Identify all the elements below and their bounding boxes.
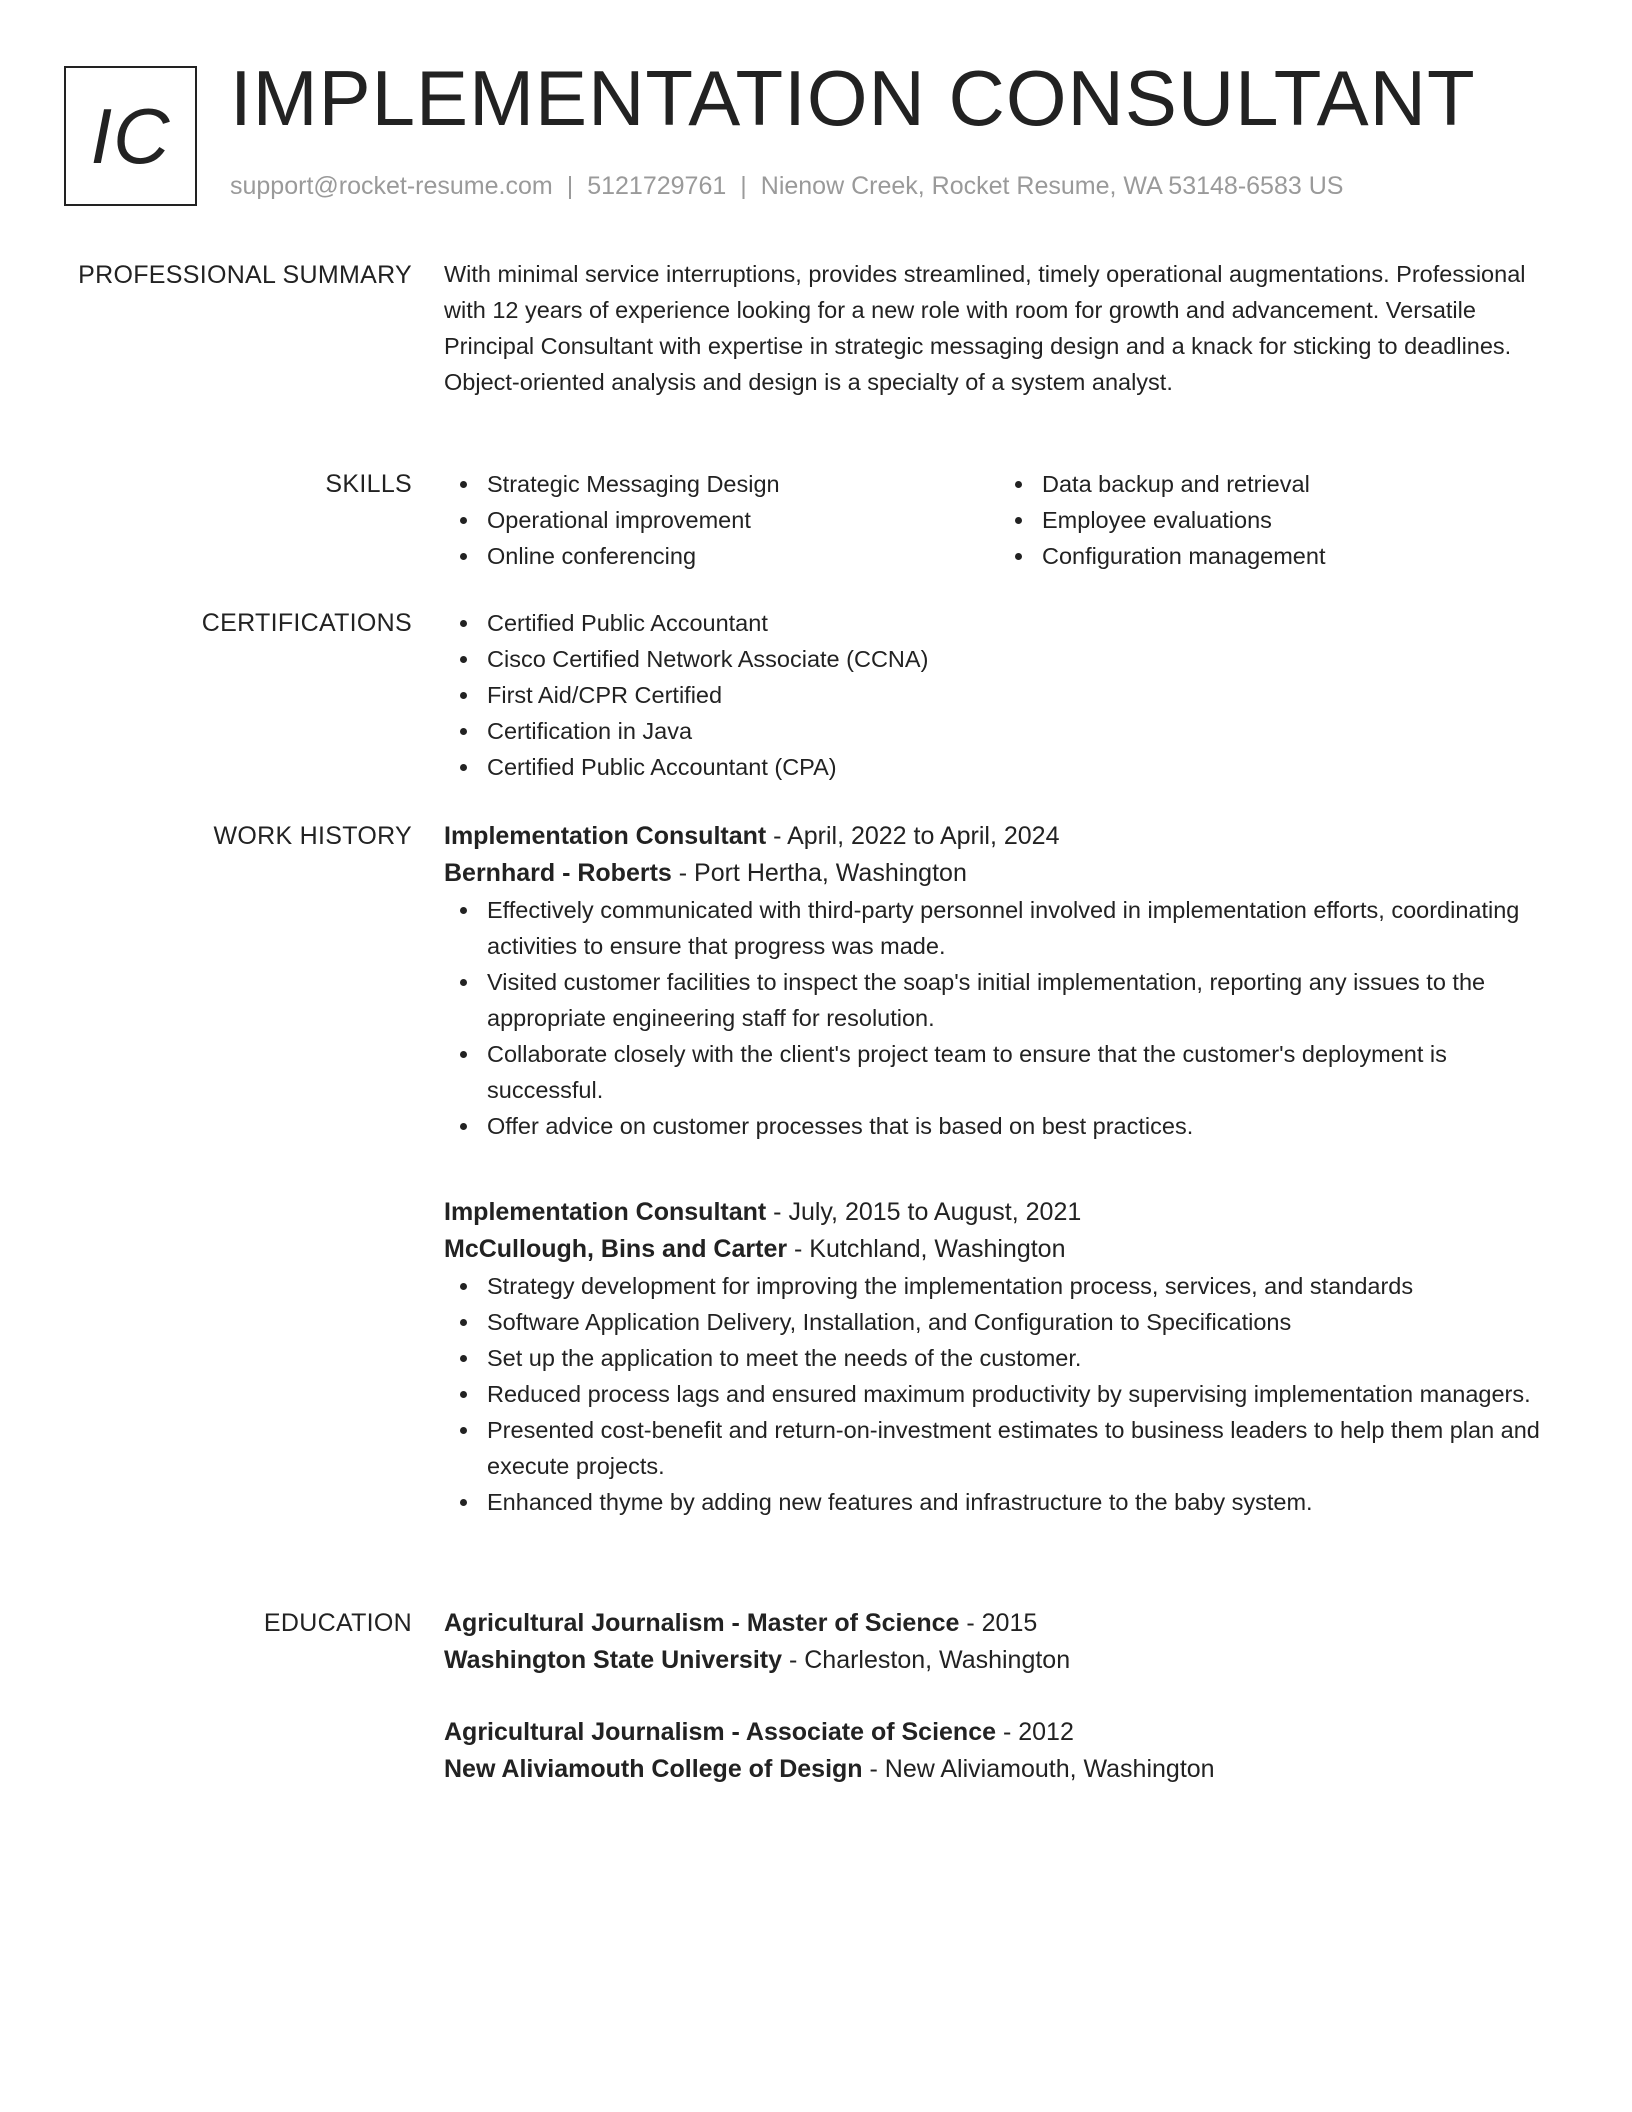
section-label-skills: SKILLS	[325, 470, 412, 498]
job-bullets	[444, 892, 1554, 1144]
education-school: Washington State University	[444, 1646, 783, 1674]
page-title: IMPLEMENTATION CONSULTANT	[230, 54, 1476, 142]
job-bullet: Reduced process lags and ensured maximum productivity by supervising implementation managers.	[487, 1376, 1554, 1412]
contact-email[interactable]: support@rocket-resume.com	[230, 172, 553, 200]
certification-item: First Aid/CPR Certified	[487, 677, 1554, 713]
skills-column-1	[444, 466, 999, 574]
section-label-summary: PROFESSIONAL SUMMARY	[78, 261, 412, 289]
certification-item: Certified Public Accountant	[487, 605, 1554, 641]
contact-separator: |	[740, 172, 747, 200]
job-title-line	[444, 818, 1554, 855]
work-history-body	[444, 818, 1554, 1144]
education-location: - Charleston, Washington	[782, 1646, 1071, 1674]
education-year: - 2015	[959, 1609, 1038, 1637]
job-title: Implementation Consultant	[444, 822, 767, 850]
job-bullet: Effectively communicated with third-party personnel involved in implementation efforts, coordinating activities to ensure that progress was made.	[487, 892, 1554, 964]
contact-address: Nienow Creek, Rocket Resume, WA 53148-6583 US	[760, 172, 1344, 200]
education-entry	[444, 1714, 1554, 1788]
certifications-list	[444, 605, 1554, 785]
education-school-line	[444, 1751, 1554, 1788]
job-dates: - July, 2015 to August, 2021	[766, 1198, 1082, 1226]
education-body-2	[444, 1714, 1554, 1788]
job-title: Implementation Consultant	[444, 1198, 767, 1226]
contact-separator: |	[566, 172, 574, 200]
skill-item: Online conferencing	[487, 538, 999, 574]
skills-column-2	[999, 466, 1554, 574]
job-dates: - April, 2022 to April, 2024	[766, 822, 1060, 850]
education-degree-line	[444, 1605, 1554, 1642]
job-title-line	[444, 1194, 1554, 1231]
skills-list	[444, 466, 1554, 574]
job-bullet: Presented cost-benefit and return-on-investment estimates to business leaders to help them plan and execute projects.	[487, 1412, 1554, 1484]
job-bullets	[444, 1268, 1554, 1520]
job-bullet: Collaborate closely with the client's project team to ensure that the customer's deployment is successful.	[487, 1036, 1554, 1108]
summary-body	[444, 256, 1554, 400]
section-label-certifications: CERTIFICATIONS	[201, 609, 412, 637]
skill-item: Employee evaluations	[1042, 502, 1554, 538]
job-bullet: Set up the application to meet the needs of the customer.	[487, 1340, 1554, 1376]
education-degree: Agricultural Journalism - Associate of Science	[444, 1718, 997, 1746]
certification-item: Certified Public Accountant (CPA)	[487, 749, 1554, 785]
job-location: - Kutchland, Washington	[787, 1235, 1066, 1263]
job-company-line	[444, 855, 1554, 892]
work-history-body-2	[444, 1194, 1554, 1520]
job-entry	[444, 818, 1554, 1144]
skill-item: Operational improvement	[487, 502, 999, 538]
skill-item: Strategic Messaging Design	[487, 466, 999, 502]
section-label-education: EDUCATION	[263, 1609, 412, 1637]
job-entry	[444, 1194, 1554, 1520]
education-entry	[444, 1605, 1554, 1679]
education-degree: Agricultural Journalism - Master of Science	[444, 1609, 960, 1637]
certification-item: Cisco Certified Network Associate (CCNA)	[487, 641, 1554, 677]
contact-phone[interactable]: 5121729761	[587, 172, 727, 200]
education-degree-line	[444, 1714, 1554, 1751]
job-bullet: Visited customer facilities to inspect the soap's initial implementation, reporting any issues to the appropriate engineering staff for resolution.	[487, 964, 1554, 1036]
job-bullet: Offer advice on customer processes that is based on best practices.	[487, 1108, 1554, 1144]
skill-item: Configuration management	[1042, 538, 1554, 574]
job-location: - Port Hertha, Washington	[671, 859, 967, 887]
monogram-logo: IC	[64, 66, 197, 206]
job-bullet: Enhanced thyme by adding new features and infrastructure to the baby system.	[487, 1484, 1554, 1520]
job-bullet: Software Application Delivery, Installation, and Configuration to Specifications	[487, 1304, 1554, 1340]
job-bullet: Strategy development for improving the implementation process, services, and standards	[487, 1268, 1554, 1304]
contact-line	[230, 172, 1343, 201]
certification-item: Certification in Java	[487, 713, 1554, 749]
summary-text: With minimal service interruptions, provides streamlined, timely operational augmentations. Professional with 12 years of experience looking for a new role with room for growth and advancement. Versatile Principal Consultant with expertise in strategic messaging design and a knack for sticking to deadlines. Object-oriented analysis and design is a specialty of a system analyst.	[444, 261, 1526, 395]
job-company-line	[444, 1231, 1554, 1268]
education-year: - 2012	[996, 1718, 1074, 1746]
education-school: New Aliviamouth College of Design	[444, 1755, 863, 1783]
education-school-line	[444, 1642, 1554, 1679]
education-location: - New Aliviamouth, Washington	[862, 1755, 1215, 1783]
job-company: McCullough, Bins and Carter	[444, 1235, 788, 1263]
section-label-work-history: WORK HISTORY	[213, 822, 412, 850]
skill-item: Data backup and retrieval	[1042, 466, 1554, 502]
education-body	[444, 1605, 1554, 1679]
job-company: Bernhard - Roberts	[444, 859, 672, 887]
